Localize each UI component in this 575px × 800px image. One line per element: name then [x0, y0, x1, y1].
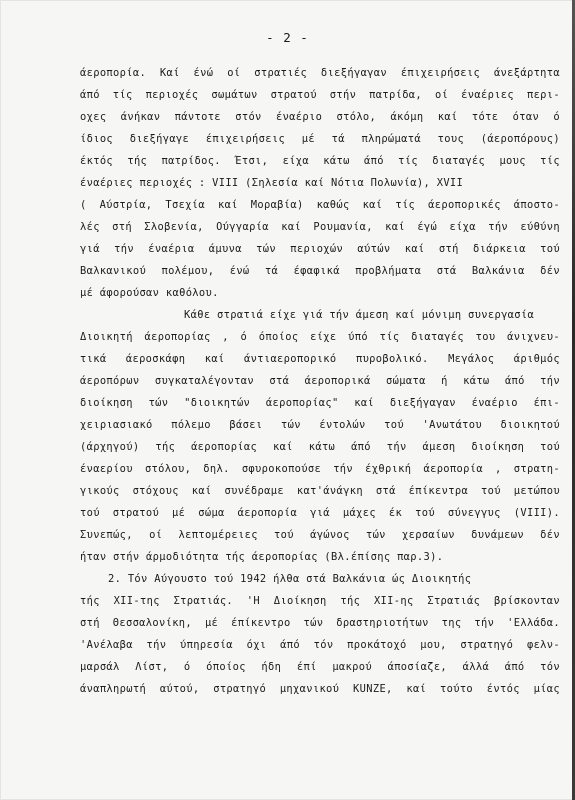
body-text	[80, 62, 560, 700]
text-line: (άρχηγού) τής άεροπορίας καί κάτω άπό τήν άμεση διοίκηση τού	[80, 441, 560, 453]
text-line: γιά τήν έναέρια άμυνα τών περιοχών αύτών καί στή διάρκεια τού	[80, 243, 560, 255]
text-line: ήταν στήν άρμοδιότητα τής άεροπορίας (Βλ.έπίσης παρ.3).	[80, 551, 444, 563]
text-line: άεροπορία. Καί ένώ οί στρατιές διεξήγαγαν έπιχειρήσεις άνεξάρτητα	[80, 67, 560, 79]
paragraph-first-line: 2. Τόν Αύγουστο τού 1942 ήλθα στά Βαλκάνια ώς Διοικητής	[108, 573, 472, 585]
text-line: οχες άνήκαν πάντοτε στόν έναέριο στόλο, άκόμη καί τότε όταν ό	[80, 111, 560, 123]
text-line: λές στή Σλοβενία, Ούγγαρία καί Ρουμανία, καί έγώ είχα τήν εύθύνη	[80, 221, 560, 233]
text-line: χειριασιακό πόλεμο βάσει τών έντολών τού 'Ανωτάτου διοικητού	[80, 419, 560, 431]
paragraph-first-line: Κάθε στρατιά είχε γιά τήν άμεση καί μόνιμη συνεργασία	[184, 309, 535, 321]
text-line: γικούς στόχους καί συνέδραμε κατ'άνάγκη στά έπίκεντρα τού μετώπου	[80, 485, 560, 497]
text-line: έναέριες περιοχές : VIII (Σηλεσία καί Νότια Πολωνία), XVII	[80, 177, 464, 189]
text-line: έναερίου στόλου, δηλ. σφυροκοπούσε τήν έχθρική άεροπορία , στρατη-	[80, 463, 560, 475]
text-line: Διοικητή άεροπορίας , ό όποίος είχε ύπό τίς διαταγές του άνιχνευ-	[80, 331, 560, 343]
page-number: - 2 -	[266, 30, 309, 45]
text-line: έκτός τής πατρίδος. Έτσι, είχα κάτω άπό τίς διαταγές μους τίς	[80, 155, 560, 167]
text-line: άναπληρωτή αύτού, στρατηγό μηχανικού KUNZE, καί τούτο έντός μίας	[80, 683, 560, 695]
text-line: ( Αύστρία, Τσεχία καί Μοραβία) καθώς καί τίς άεροπορικές άποστο-	[80, 199, 560, 211]
text-line: τού στρατού μέ σώμα άεροπορία γιά μάχες έκ τού σύνεγγυς (VIII).	[80, 507, 560, 519]
text-line: στή Θεσσαλονίκη, μέ έπίκεντρο τών δραστηριοτήτων της τήν 'Ελλάδα.	[80, 617, 560, 629]
text-line: τής ΧΙΙ-της Στρατιάς. 'Η Διοίκηση τής ΧΙΙ-ης Στρατιάς βρίσκονταν	[80, 595, 560, 607]
text-line: Συνεπώς, οί λεπτομέρειες τού άγώνος τών χερσαίων δυνάμεων δέν	[80, 529, 560, 541]
text-line: διοίκηση τών "διοικητών άεροπορίας" καί διεξήγαγαν έναέριο έπι-	[80, 397, 560, 409]
text-line: μέ άφορούσαν καθόλου.	[80, 287, 219, 299]
text-line: άπό τίς περιοχές σωμάτων στρατού στήν πατρίδα, οί έναέριες περι-	[80, 89, 560, 101]
text-line: ίδιος διεξήγαγε έπιχειρήσεις μέ τά πληρώματά τους (άεροπόρους)	[80, 133, 560, 145]
text-line: 'Ανέλαβα τήν ύπηρεσία όχι άπό τόν προκάτοχό μου, στρατηγό φελν-	[80, 639, 560, 651]
text-line: άεροπόρων συγκαταλέγονταν στά άεροπορικά σώματα ή κάτω άπό τήν	[80, 375, 560, 387]
text-line: τικά άεροσκάφη καί άντιαεροπορικό πυροβολικό. Μεγάλος άριθμός	[80, 353, 560, 365]
text-line: Βαλκανικού πολέμου, ένώ τά έφαφικά προβλήματα στά Βαλκάνια δέν	[80, 265, 560, 277]
text-line: μαρσάλ Λίστ, ό όποίος ήδη έπί μακρού άποσίαζε, άλλά άπό τόν	[80, 661, 560, 673]
